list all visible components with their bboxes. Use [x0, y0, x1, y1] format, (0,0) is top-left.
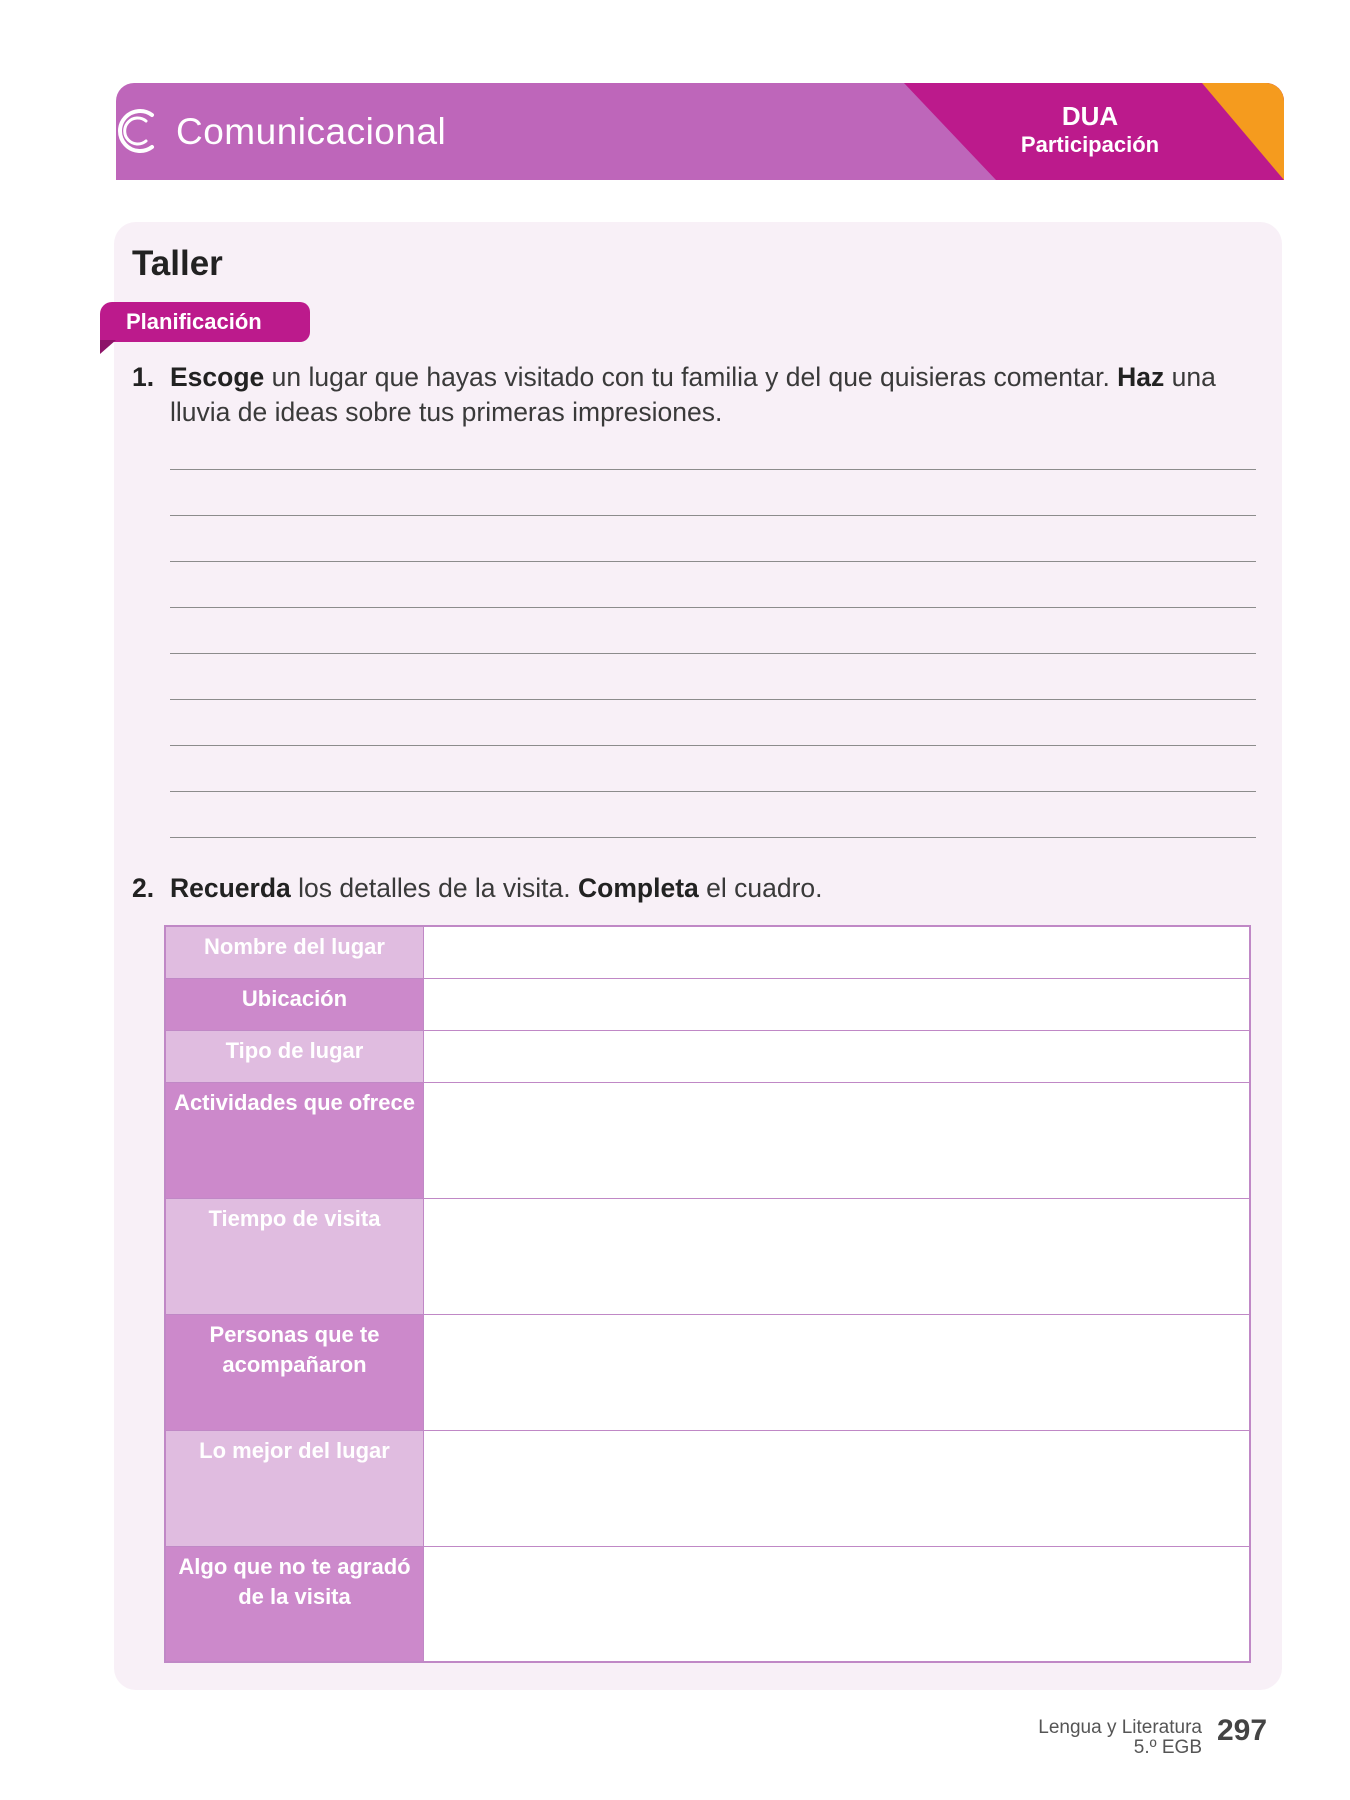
question-2-number: 2. [132, 873, 155, 903]
comunicacional-c-icon [116, 101, 160, 161]
row-label-desagrado: Algo que no te agradó de la visita [166, 1547, 424, 1661]
answer-cell-personas[interactable] [424, 1315, 1249, 1430]
answer-cell-actividades[interactable] [424, 1083, 1249, 1198]
question-2-text-2: el cuadro. [698, 873, 823, 903]
section-banner [116, 83, 1284, 180]
question-2-text [170, 871, 1250, 906]
row-label-ubicacion: Ubicación [166, 979, 424, 1030]
writing-line[interactable] [170, 469, 1256, 470]
question-1-verb-2: Haz [1117, 362, 1165, 392]
answer-cell-tiempo[interactable] [424, 1199, 1249, 1314]
row-label-personas: Personas que te acompañaron [166, 1315, 424, 1430]
question-2-verb-2: Completa [578, 873, 699, 903]
writing-line[interactable] [170, 561, 1256, 562]
answer-cell-ubicacion[interactable] [424, 979, 1249, 1030]
row-label-tiempo: Tiempo de visita [166, 1199, 424, 1314]
question-1-verb-1: Escoge [170, 362, 265, 392]
question-1-text [170, 360, 1250, 430]
row-label-tipo: Tipo de lugar [166, 1031, 424, 1082]
answer-cell-desagrado[interactable] [424, 1547, 1249, 1661]
table-row [166, 1431, 1249, 1547]
writing-lines[interactable] [170, 469, 1256, 883]
section-title: Taller [132, 244, 223, 283]
question-1-number: 1. [132, 362, 155, 392]
table-row [166, 1083, 1249, 1199]
page-number: 297 [1217, 1714, 1268, 1747]
writing-line[interactable] [170, 515, 1256, 516]
table-row [166, 1547, 1249, 1661]
row-label-mejor: Lo mejor del lugar [166, 1431, 424, 1546]
planning-tag: Planificación [100, 302, 310, 342]
dua-subtitle: Participación [1020, 132, 1160, 157]
table-row [166, 979, 1249, 1031]
question-2-verb-1: Recuerda [170, 873, 291, 903]
answer-cell-nombre[interactable] [424, 927, 1249, 978]
writing-line[interactable] [170, 837, 1256, 838]
dua-title: DUA [1061, 101, 1119, 131]
row-label-nombre: Nombre del lugar [166, 927, 424, 978]
footer-book-info [1038, 1718, 1202, 1758]
footer-subject: Lengua y Literatura [1038, 1717, 1202, 1738]
planning-tag-tail [100, 340, 116, 354]
banner-title: Comunicacional [176, 111, 447, 152]
dua-badge [1000, 101, 1180, 159]
footer-grade: 5.º EGB [1133, 1737, 1202, 1758]
question-1-text-2: una lluvia de ideas sobre tus primeras impresiones. [170, 362, 1216, 427]
table-row [166, 1199, 1249, 1315]
answer-cell-tipo[interactable] [424, 1031, 1249, 1082]
question-1-text-1: un lugar que hayas visitado con tu familia y del que quisieras comentar. [264, 362, 1118, 392]
writing-line[interactable] [170, 653, 1256, 654]
writing-line[interactable] [170, 699, 1256, 700]
table-row [166, 1315, 1249, 1431]
table-row [166, 1031, 1249, 1083]
writing-line[interactable] [170, 791, 1256, 792]
visit-details-table [164, 925, 1251, 1663]
writing-line[interactable] [170, 745, 1256, 746]
row-label-actividades: Actividades que ofrece [166, 1083, 424, 1198]
answer-cell-mejor[interactable] [424, 1431, 1249, 1546]
writing-line[interactable] [170, 607, 1256, 608]
question-2-text-1: los detalles de la visita. [290, 873, 579, 903]
table-row [166, 927, 1249, 979]
